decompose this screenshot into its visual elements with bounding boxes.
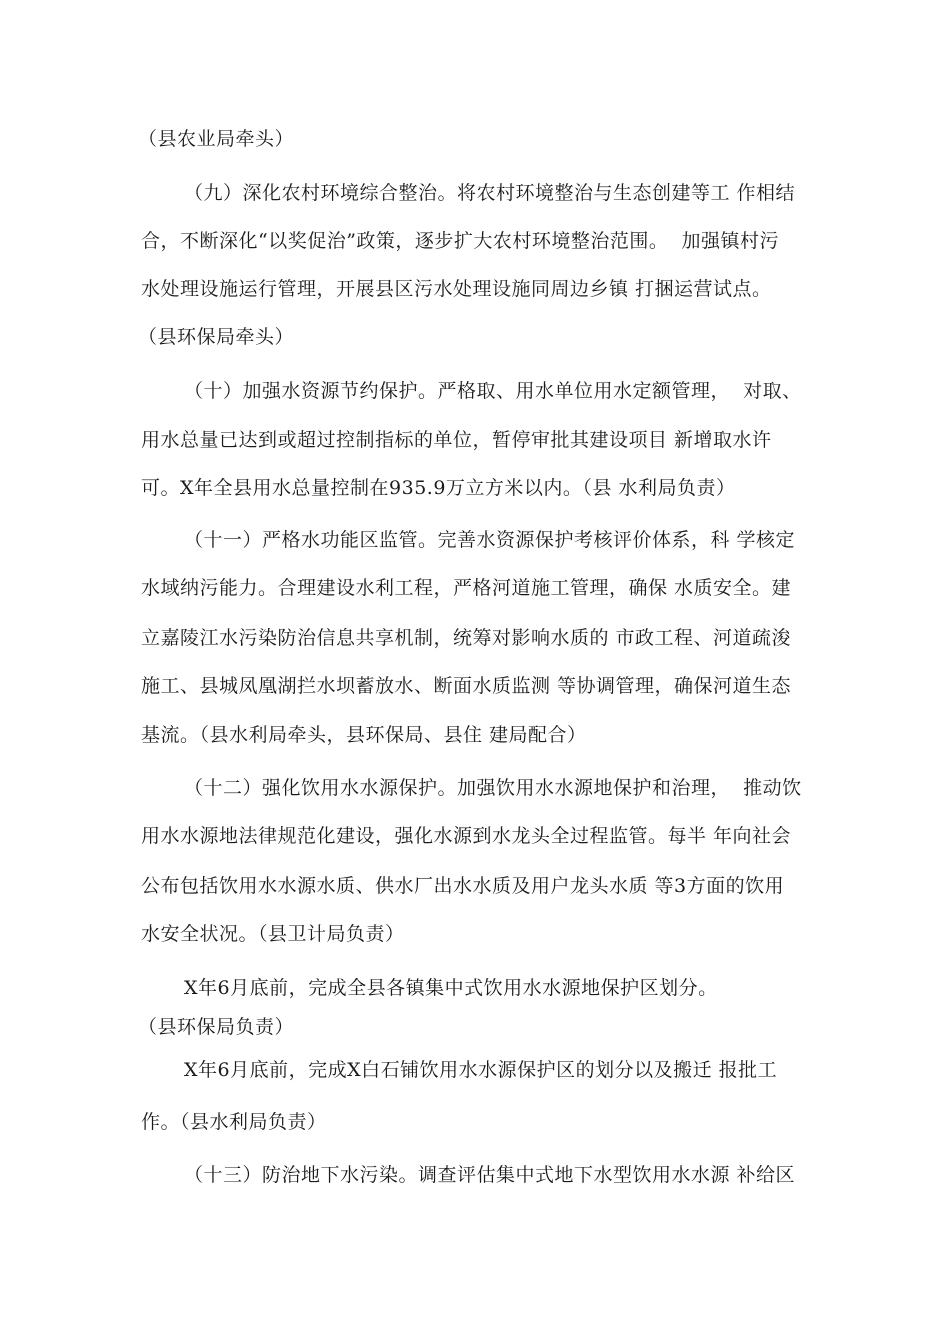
text-line: 合，不断深化“以奖促治”政策，逐步扩大农村环境整治范围。 加强镇村污 [141, 230, 780, 252]
text-line: 基流。（县水利局牵头，县环保局、县住 建局配合） [141, 724, 587, 746]
text-line: 立嘉陵江水污染防治信息共享机制，统筹对影响水质的 市政工程、河道疏浚 [141, 627, 792, 649]
text-line: （九）深化农村环境综合整治。将农村环境整治与生态创建等工 作相结 [184, 182, 796, 204]
text-line: （十一）严格水功能区监管。完善水资源保护考核评价体系，科 学核定 [184, 529, 796, 551]
text-line: 水处理设施运行管理，开展县区污水处理设施同周边乡镇 打捆运营试点。 [141, 278, 772, 300]
text-line: （十三）防治地下水污染。调查评估集中式地下水型饮用水水源 补给区 [184, 1164, 796, 1186]
text-line: 水安全状况。（县卫计局负责） [141, 923, 405, 945]
text-line: X年6月底前，完成X白石铺饮用水水源保护区的划分以及搬迁 报批工 [184, 1059, 778, 1081]
text-line: （县环保局负责） [138, 1016, 295, 1038]
text-line: （十）加强水资源节约保护。严格取、用水单位用水定额管理， 对取、 [184, 380, 802, 402]
text-line: 用水总量已达到或超过控制指标的单位，暂停审批其建设项目 新增取水许 [141, 429, 772, 451]
text-line: 水域纳污能力。合理建设水利工程，严格河道施工管理，确保 水质安全。建 [141, 577, 792, 599]
text-line: 公布包括饮用水水源水质、供水厂出水水质及用户龙头水质 等3方面的饮用 [141, 875, 785, 897]
text-line: 用水水源地法律规范化建设，强化水源到水龙头全过程监管。每半 年向社会 [141, 825, 792, 847]
text-line: （县农业局牵头） [138, 128, 295, 150]
text-line: 可。X年全县用水总量控制在935.9万立方米以内。（县 水利局负责） [141, 477, 736, 499]
text-line: （十二）强化饮用水水源保护。加强饮用水水源地保护和治理， 推动饮 [184, 777, 802, 799]
text-line: X年6月底前，完成全县各镇集中式饮用水水源地保护区划分。 [184, 977, 718, 999]
text-line: 作。（县水利局负责） [141, 1111, 327, 1133]
text-line: （县环保局牵头） [138, 326, 295, 348]
text-line: 施工、县城凤凰湖拦水坝蓄放水、断面水质监测 等协调管理，确保河道生态 [141, 675, 792, 697]
